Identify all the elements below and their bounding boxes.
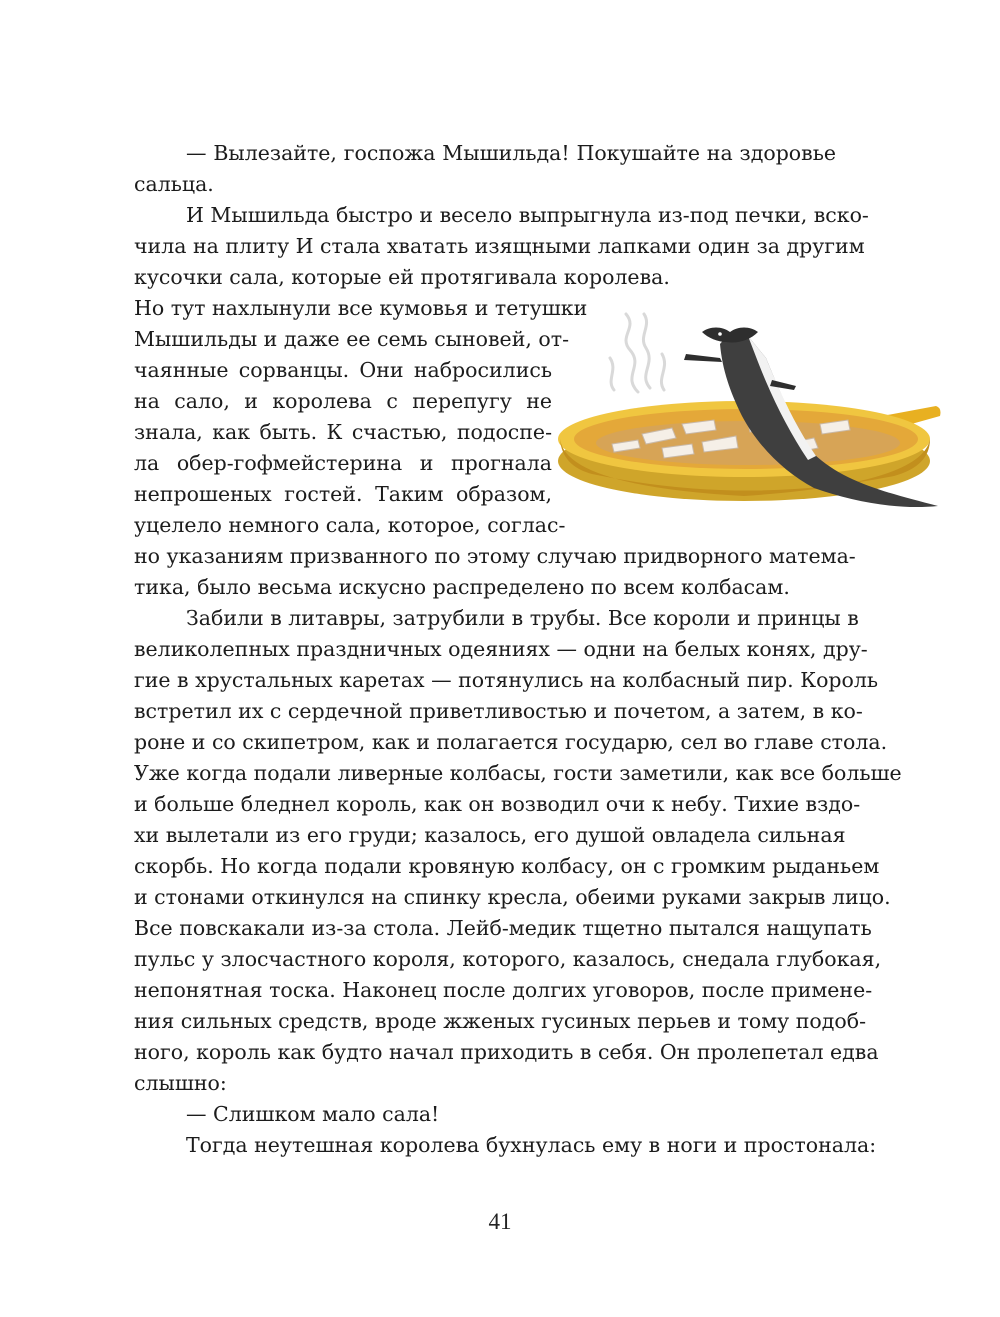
text-line: знала, как быть. К счастью, подоспе- [134,420,552,444]
text-line: пульс у злосчастного короля, которого, казалось, снедала глубокая, [134,947,882,971]
text-line: непонятная тоска. Наконец после долгих уговоров, после примене- [134,978,873,1002]
text-line: ла обер-гофмейстерина и прогнала [134,451,552,475]
text-line: уцелело немного сала, которое, соглас- [134,513,566,537]
text-line: скорбь. Но когда подали кровяную колбасу, он с громким рыданьем [134,854,880,878]
text-line: Мышильды и даже ее семь сыновей, от- [134,327,569,351]
text-line: встретил их с сердечной приветливостью и почетом, а затем, в ко- [134,699,863,723]
text-line: на сало, и королева с перепугу не [134,389,552,413]
text-line: кусочки сала, которые ей протягивала королева. [134,265,670,289]
text-line: гие в хрустальных каретах — потянулись на колбасный пир. Король [134,668,879,692]
text-line: чаянные сорванцы. Они набросились [134,358,552,382]
page-number: 41 [488,1209,512,1234]
text-line: чила на плиту И стала хватать изящными лапками один за другим [134,234,865,258]
text-line: роне и со скипетром, как и полагается государю, сел во главе стола. [134,730,888,754]
text-line: Уже когда подали ливерные колбасы, гости заметили, как все больше [134,761,902,785]
text-line: — Вылезайте, госпожа Мышильда! Покушайте на здоровье [186,141,836,165]
text-line: непрошеных гостей. Таким образом, [134,482,552,506]
text-line: Тогда неутешная королева бухнулась ему в ноги и простонала: [186,1133,877,1157]
frying-pan-mouse-illustration [552,296,944,528]
steam-swirls [610,314,665,392]
text-line: и больше бледнел король, как он возводил очи к небу. Тихие вздо- [134,792,861,816]
text-line: хи вылетали из его груди; казалось, его душой овладела сильная [134,823,846,847]
text-line: Все повскакали из-за стола. Лейб-медик тщетно пытался нащупать [134,916,872,940]
text-line: — Слишком мало сала! [186,1102,440,1126]
text-line: ния сильных средств, вроде жженых гусиных перьев и тому подоб- [134,1009,866,1033]
text-line: великолепных праздничных одеяниях — одни на белых конях, дру- [134,637,868,661]
text-line: ного, король как будто начал приходить в себя. Он пролепетал едва [134,1040,879,1064]
text-line: И Мышильда быстро и весело выпрыгнула из-под печки, вско- [186,203,869,227]
text-line: слышно: [134,1071,227,1095]
text-line: Но тут нахлынули все кумовья и тетушки [134,296,588,320]
text-line: Забили в литавры, затрубили в трубы. Все короли и принцы в [186,606,859,630]
text-line: и стонами откинулся на спинку кресла, обеими руками закрыв лицо. [134,885,891,909]
text-line: сальца. [134,172,214,196]
text-line: но указаниям призванного по этому случаю придворного матема- [134,544,856,568]
text-line: тика, было весьма искусно распределено по всем колбасам. [134,575,790,599]
